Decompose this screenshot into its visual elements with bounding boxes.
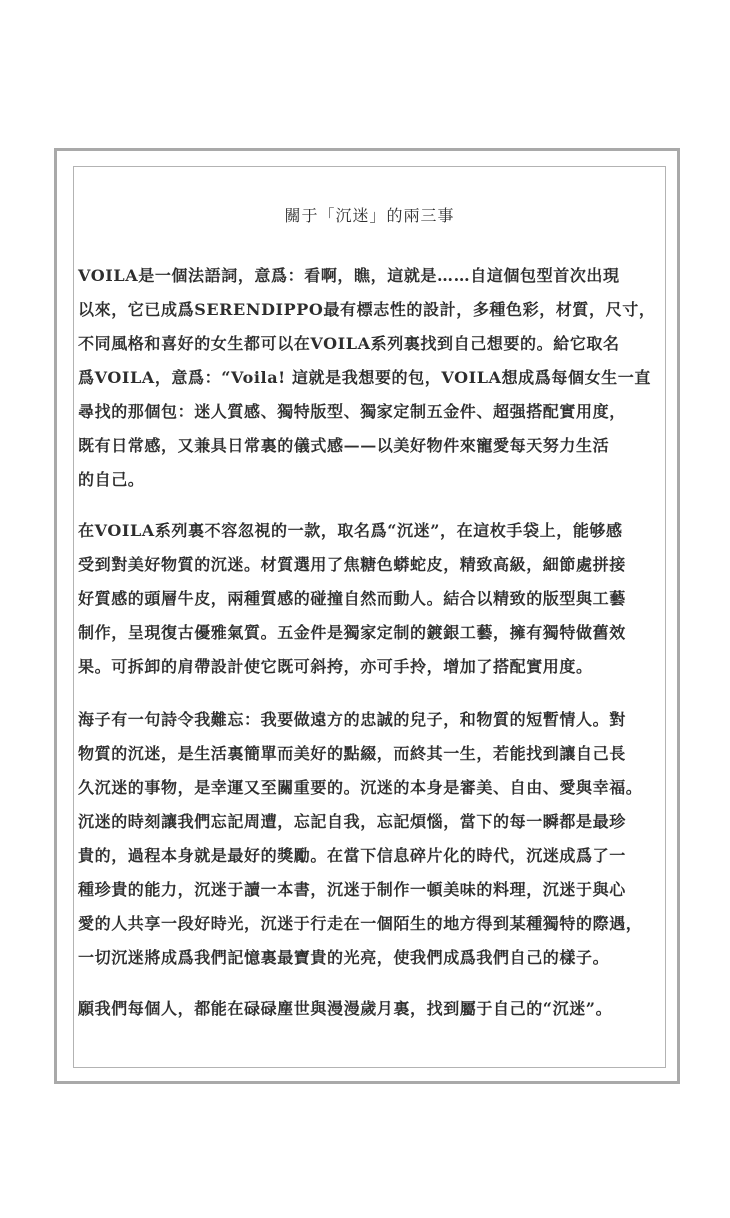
document-title: 關于「沉迷」的兩三事 [284,206,455,225]
text-line: 一切沉迷將成爲我們記憶裏最寶貴的光亮，使我們成爲我們自己的樣子。 [78,948,610,967]
text-line: 願我們每個人，都能在碌碌塵世與漫漫歲月裏，找到屬于自己的“沉迷”。 [78,999,613,1018]
text-line: 愛的人共享一段好時光，沉迷于行走在一個陌生的地方得到某種獨特的際遇， [78,914,643,933]
text-line: VOILA是一個法語詞，意爲：看啊，瞧，這就是……自這個包型首次出現 [78,266,620,285]
text-line: 物質的沉迷，是生活裏簡單而美好的點綴，而終其一生，若能找到讓自己長 [78,744,626,763]
text-line: 受到對美好物質的沉迷。材質選用了焦糖色蟒蛇皮，精致高級，細節處拼接 [78,555,626,574]
text-line: 種珍貴的能力，沉迷于讀一本書，沉迷于制作一頓美味的料理，沉迷于與心 [78,880,626,899]
text-line: 制作，呈現復古優雅氣質。五金件是獨家定制的鍍銀工藝，擁有獨特做舊效 [78,623,626,642]
text-line: 既有日常感，又兼具日常裏的儀式感——以美好物件來寵愛每天努力生活 [78,436,610,455]
text-line: 以來，它已成爲SERENDIPPO最有標志性的設計，多種色彩，材質，尺寸， [78,300,656,319]
text-line: 海子有一句詩令我難忘：我要做遠方的忠誠的兒子，和物質的短暫情人。對 [78,710,626,729]
text-line: 爲VOILA，意爲：“Voila! 這就是我想要的包，VOILA想成爲每個女生一直 [78,368,651,387]
paragraph-on-obsession [78,703,670,975]
text-line: 不同風格和喜好的女生都可以在VOILA系列裏找到自己想要的。給它取名 [78,334,620,353]
text-line: 尋找的那個包：迷人質感、獨特版型、獨家定制五金件、超强搭配實用度， [78,402,626,421]
text-line: 沉迷的時刻讓我們忘記周遭，忘記自我，忘記煩惱，當下的每一瞬都是最珍 [78,812,626,831]
paragraph-voila-intro [78,259,670,497]
text-line: 好質感的頭層牛皮，兩種質感的碰撞自然而動人。結合以精致的版型與工藝 [78,589,626,608]
text-line: 貴的，過程本身就是最好的獎勵。在當下信息碎片化的時代，沉迷成爲了一 [78,846,626,865]
paragraph-closing-wish [78,992,670,1026]
paragraph-product-description [78,514,670,684]
text-line: 的自己。 [78,470,145,489]
text-line: 久沉迷的事物，是幸運又至關重要的。沉迷的本身是審美、自由、愛與幸福。 [78,778,643,797]
text-line: 果。可拆卸的肩帶設計使它既可斜挎，亦可手拎，增加了搭配實用度。 [78,657,593,676]
text-line: 在VOILA系列裏不容忽視的一款，取名爲“沉迷”，在這枚手袋上，能够感 [78,521,623,540]
